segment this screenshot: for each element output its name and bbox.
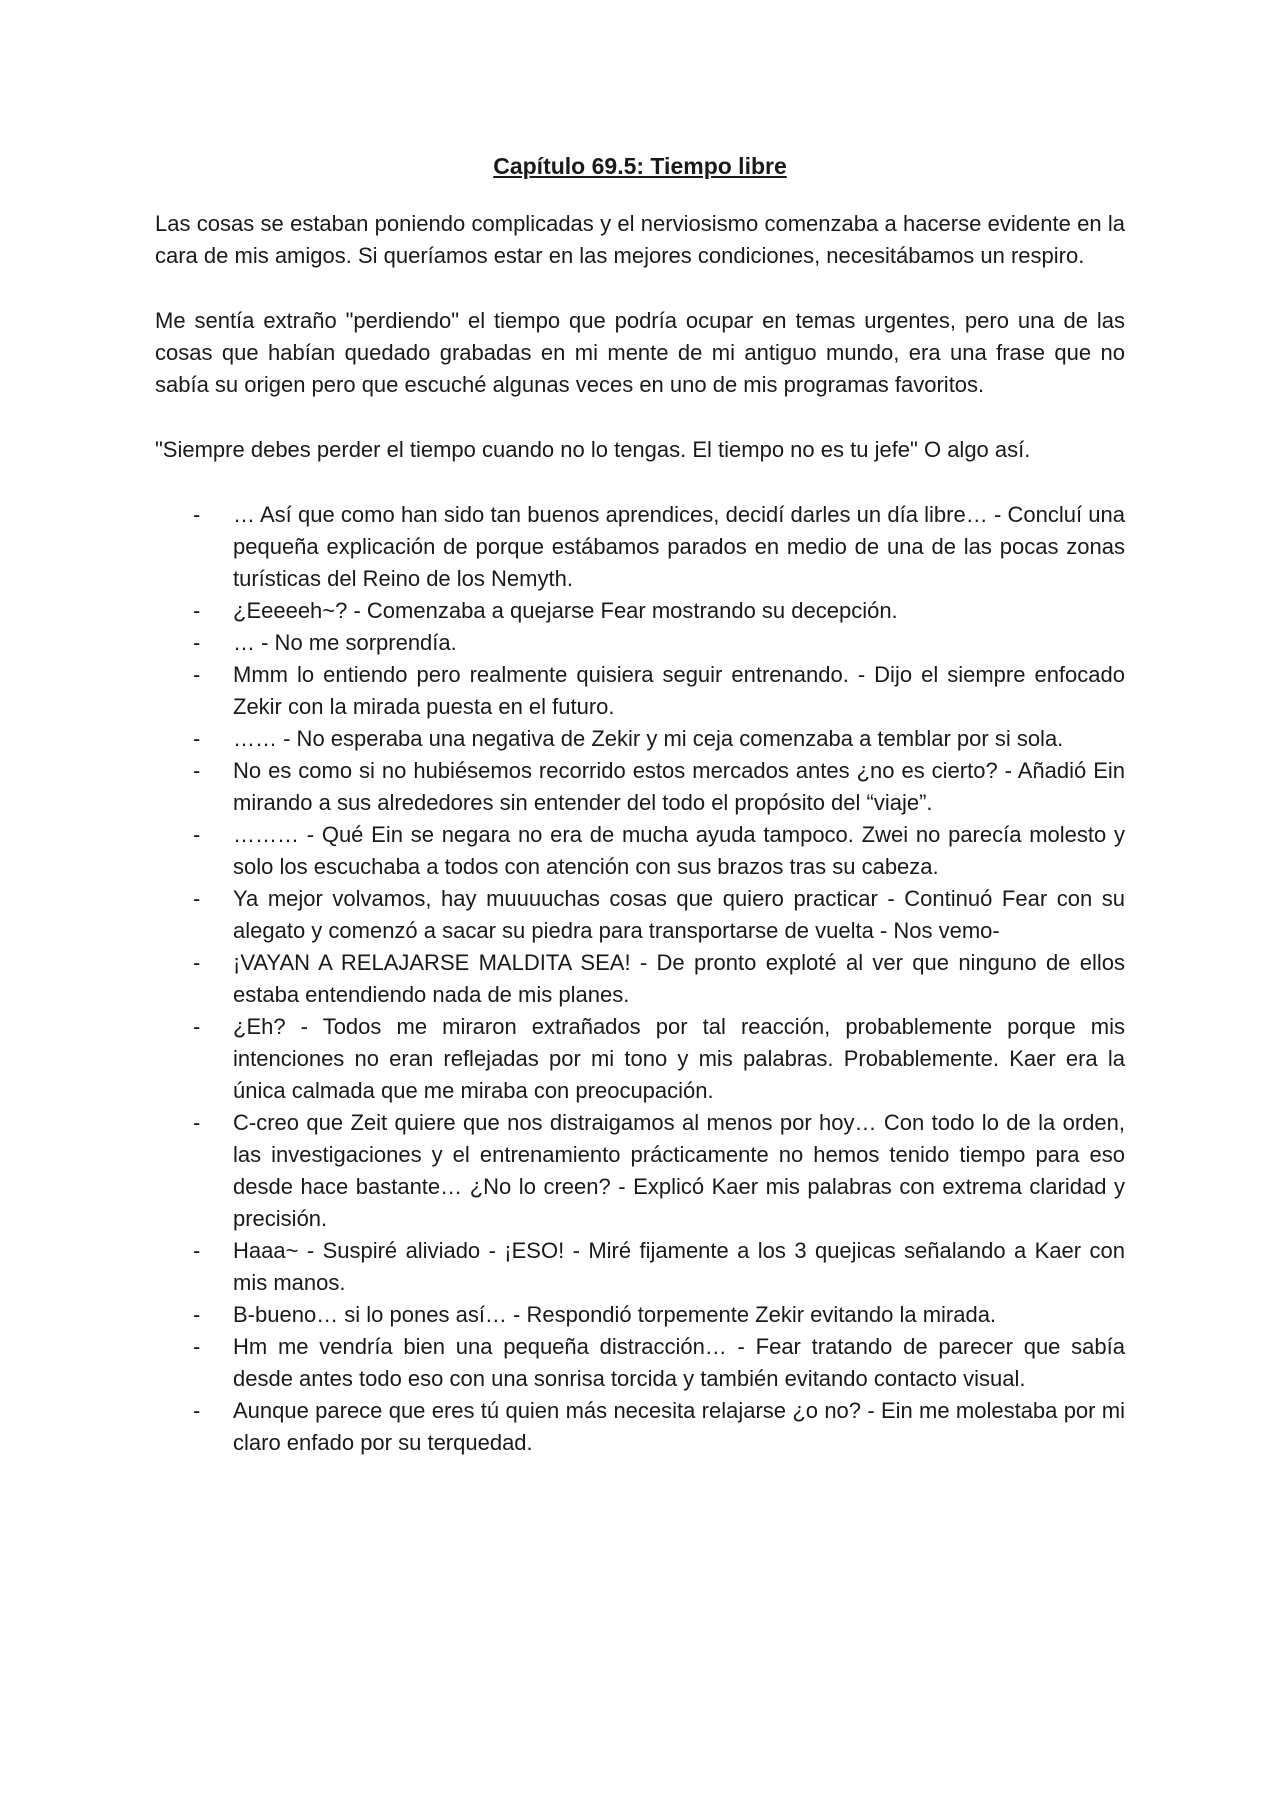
dialogue-text: B-bueno… si lo pones así… - Respondió torpemente Zekir evitando la mirada.: [233, 1302, 997, 1327]
dash-marker: -: [193, 598, 201, 623]
dialogue-text: No es como si no hubiésemos recorrido estos mercados antes ¿no es cierto? - Añadió Ein mirando a sus alrededores sin entender del todo el propósito del “viaje”.: [233, 758, 1125, 815]
dash-marker: -: [193, 1110, 201, 1135]
dialogue-text: ¿Eeeeeh~? - Comenzaba a quejarse Fear mostrando su decepción.: [233, 598, 898, 623]
dialogue-line: [155, 947, 1125, 1011]
dialogue-text: ¡VAYAN A RELAJARSE MALDITA SEA! - De pronto exploté al ver que ninguno de ellos estaba entendiendo nada de mis planes.: [233, 950, 1125, 1007]
paragraph: Me sentía extraño "perdiendo" el tiempo que podría ocupar en temas urgentes, pero una de las cosas que habían quedado grabadas en mi mente de mi antiguo mundo, era una frase que no sabía su origen pero que escuché algunas veces en uno de mis programas favoritos.: [155, 308, 1125, 397]
dialogue-text: Hm me vendría bien una pequeña distracción… - Fear tratando de parecer que sabía desde antes todo eso con una sonrisa torcida y también evitando contacto visual.: [233, 1334, 1125, 1391]
dash-marker: -: [193, 822, 201, 847]
dialogue-text: ¿Eh? - Todos me miraron extrañados por tal reacción, probablemente porque mis intenciones no eran reflejadas por mi tono y mis palabras. Probablemente. Kaer era la única calmada que me miraba con preocupación.: [233, 1014, 1125, 1103]
dash-marker: -: [193, 758, 201, 783]
dialogue-line: [155, 723, 1125, 755]
dash-marker: -: [193, 1014, 201, 1039]
dash-marker: -: [193, 662, 201, 687]
dialogue-text: … - No me sorprendía.: [233, 630, 457, 655]
dash-marker: -: [193, 950, 201, 975]
dash-marker: -: [193, 502, 201, 527]
dialogue-line: [155, 1331, 1125, 1395]
paragraph: "Siempre debes perder el tiempo cuando no lo tengas. El tiempo no es tu jefe" O algo así.: [155, 437, 1031, 462]
dialogue-line: [155, 755, 1125, 819]
dialogue-text: … Así que como han sido tan buenos aprendices, decidí darles un día libre… - Concluí una pequeña explicación de porque estábamos parados en medio de una de las pocas zonas turísticas del Reino de los Nemyth.: [233, 502, 1125, 591]
dash-marker: -: [193, 1334, 201, 1359]
dialogue-line: [155, 1235, 1125, 1299]
dash-marker: -: [193, 886, 201, 911]
dialogue-list: [155, 499, 1125, 1459]
dialogue-line: [155, 627, 1125, 659]
dialogue-line: [155, 819, 1125, 883]
dialogue-text: Ya mejor volvamos, hay muuuuchas cosas que quiero practicar - Continuó Fear con su alegato y comenzó a sacar su piedra para transportarse de vuelta - Nos vemo-: [233, 886, 1125, 943]
dialogue-text: Mmm lo entiendo pero realmente quisiera seguir entrenando. - Dijo el siempre enfocado Zekir con la mirada puesta en el futuro.: [233, 662, 1125, 719]
dialogue-text: Haaa~ - Suspiré aliviado - ¡ESO! - Miré fijamente a los 3 quejicas señalando a Kaer con mis manos.: [233, 1238, 1125, 1295]
paragraph: Las cosas se estaban poniendo complicadas y el nerviosismo comenzaba a hacerse evidente en la cara de mis amigos. Si queríamos estar en las mejores condiciones, necesitábamos un respiro.: [155, 211, 1125, 268]
dash-marker: -: [193, 1398, 201, 1423]
dialogue-line: [155, 659, 1125, 723]
dialogue-text: ……… - Qué Ein se negara no era de mucha ayuda tampoco. Zwei no parecía molesto y solo los escuchaba a todos con atención con sus brazos tras su cabeza.: [233, 822, 1125, 879]
dialogue-line: [155, 1299, 1125, 1331]
dash-marker: -: [193, 1302, 201, 1327]
dialogue-line: [155, 595, 1125, 627]
dialogue-text: Aunque parece que eres tú quien más necesita relajarse ¿o no? - Ein me molestaba por mi claro enfado por su terquedad.: [233, 1398, 1125, 1455]
chapter-title: Capítulo 69.5: Tiempo libre: [493, 153, 787, 179]
dialogue-line: [155, 883, 1125, 947]
dialogue-text: …… - No esperaba una negativa de Zekir y mi ceja comenzaba a temblar por si sola.: [233, 726, 1064, 751]
dash-marker: -: [193, 726, 201, 751]
dialogue-line: [155, 1395, 1125, 1459]
dialogue-line: [155, 1011, 1125, 1107]
dash-marker: -: [193, 630, 201, 655]
document-page: [155, 150, 1125, 1459]
dash-marker: -: [193, 1238, 201, 1263]
dialogue-line: [155, 1107, 1125, 1235]
dialogue-line: [155, 499, 1125, 595]
dialogue-text: C-creo que Zeit quiere que nos distraigamos al menos por hoy… Con todo lo de la orden, las investigaciones y el entrenamiento prácticamente no hemos tenido tiempo para eso desde hace bastante… ¿No lo creen? - Explicó Kaer mis palabras con extrema claridad y precisión.: [233, 1110, 1125, 1231]
